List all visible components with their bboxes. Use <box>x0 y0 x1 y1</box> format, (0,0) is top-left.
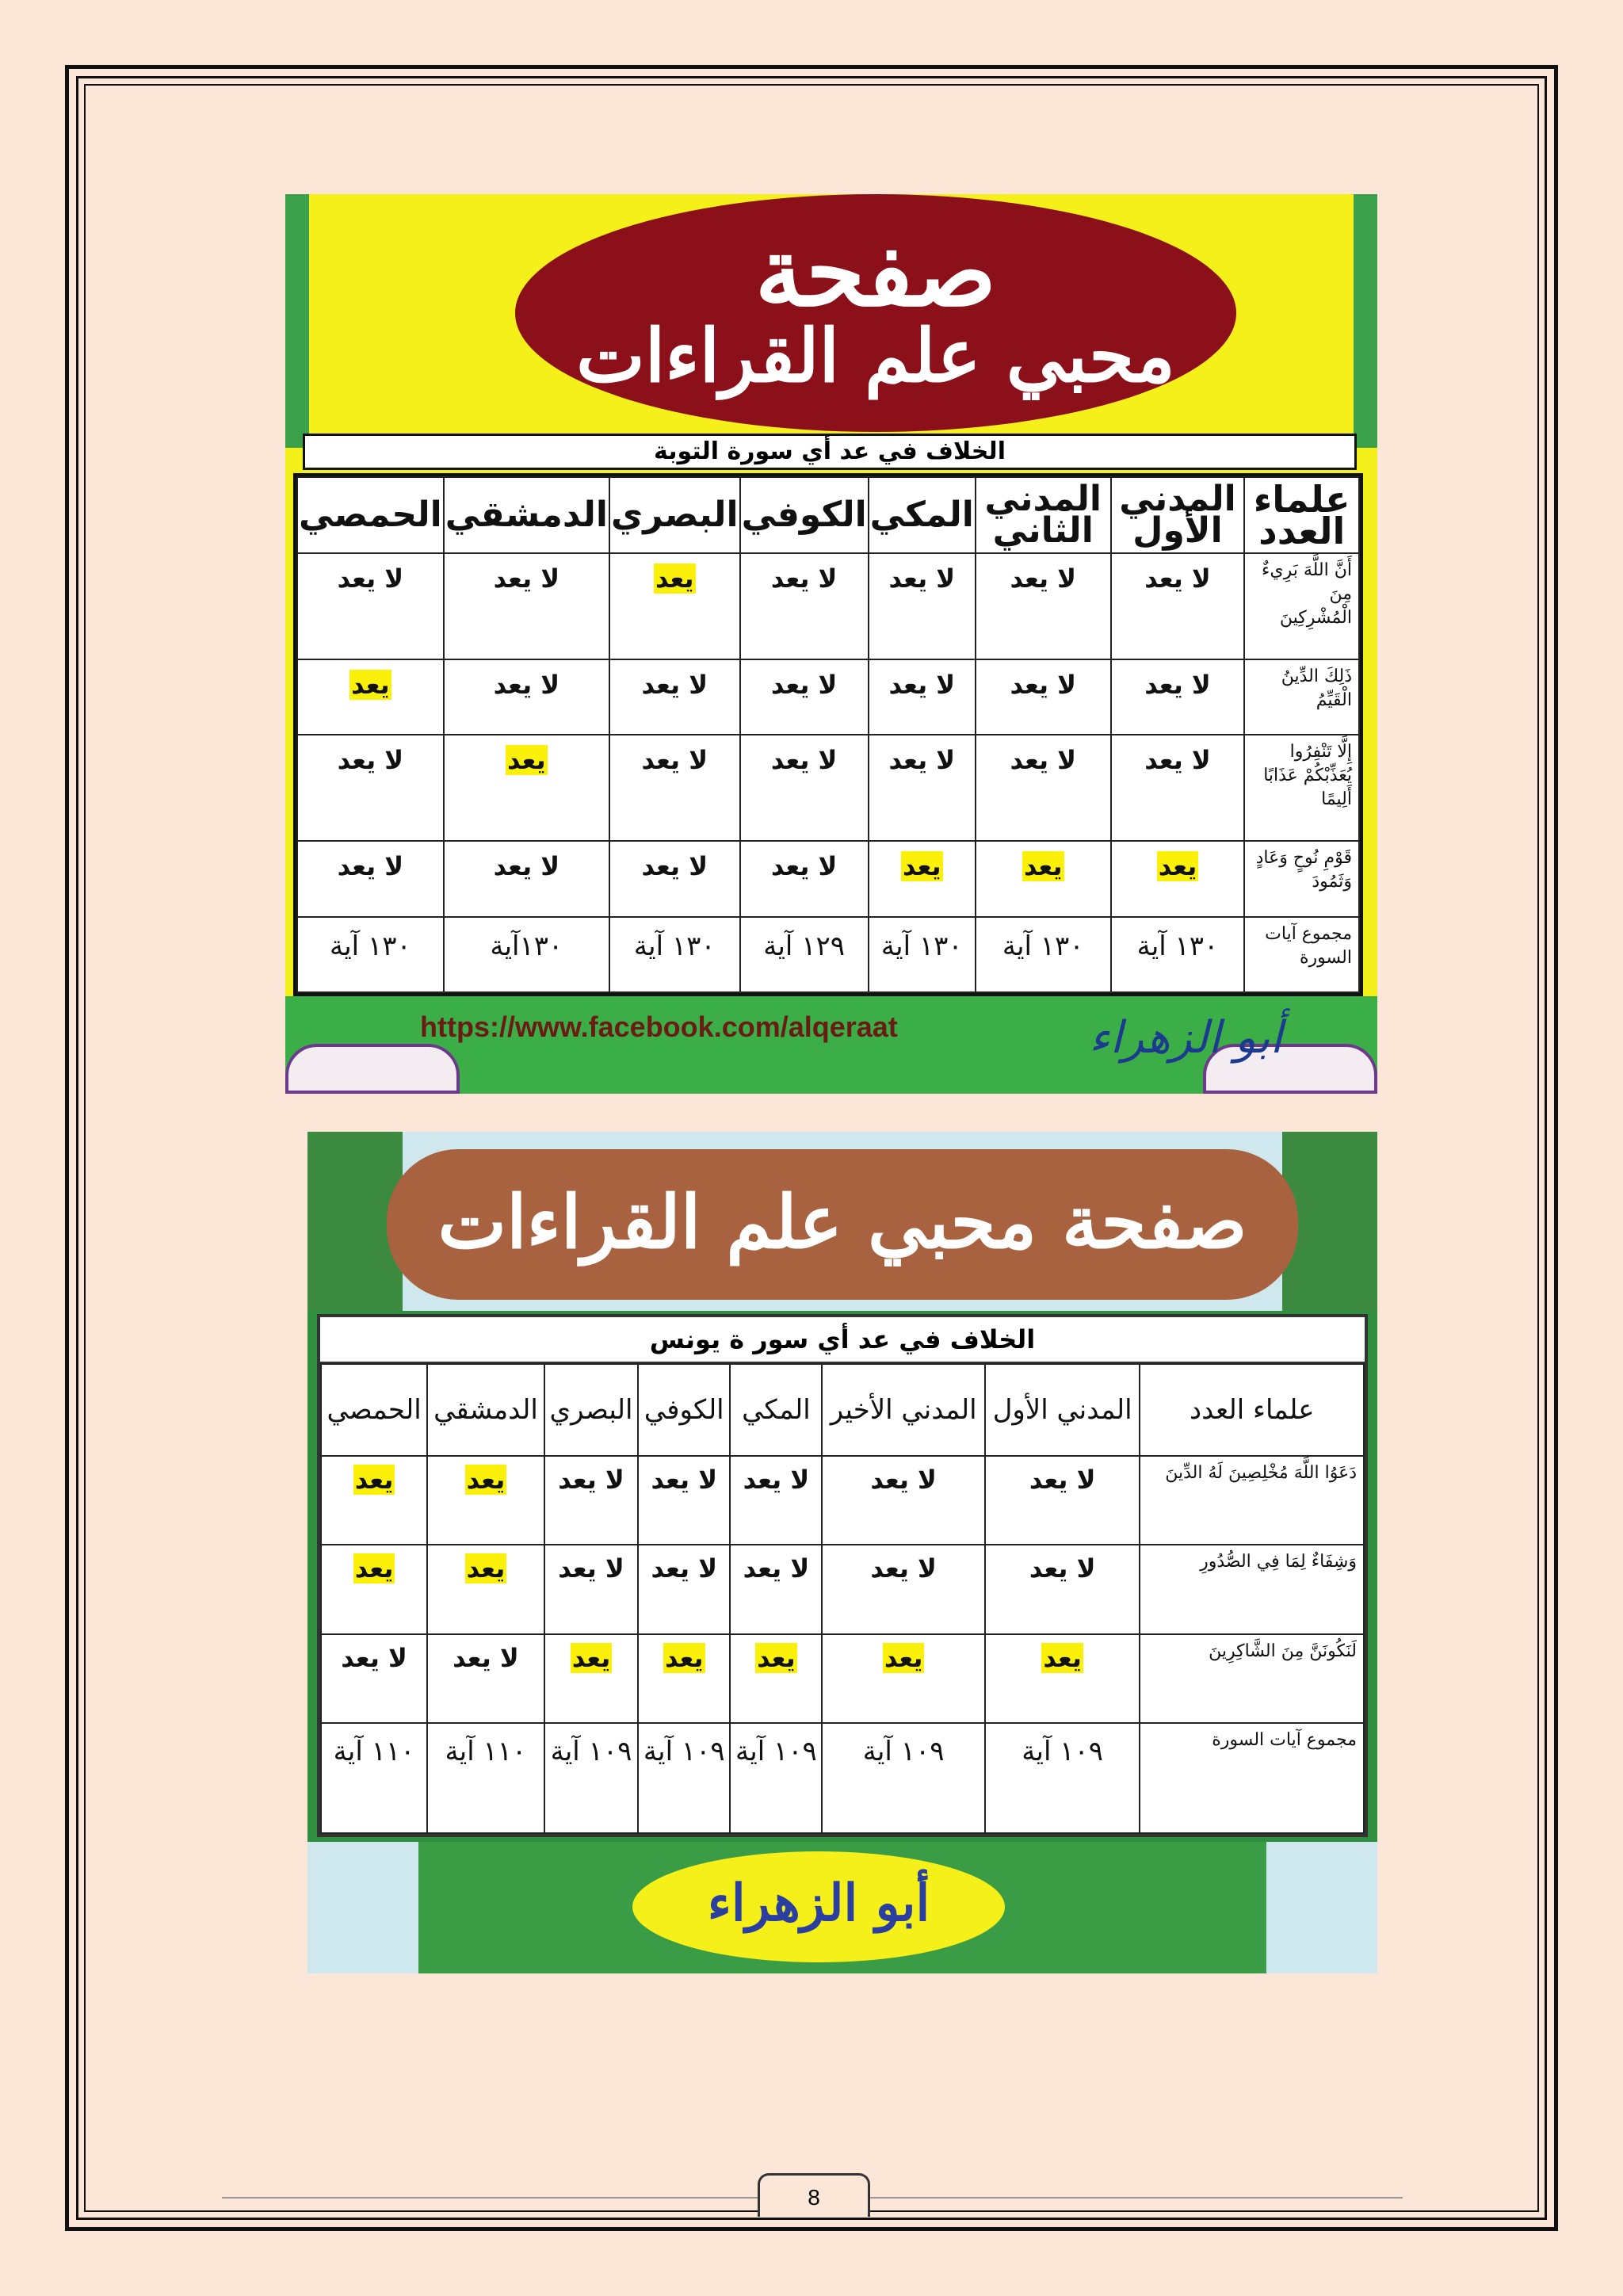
yunus-value-text: ١٠٩ آية <box>735 1736 817 1768</box>
tawbah-value-cell <box>444 659 609 735</box>
tawbah-value-cell <box>297 841 444 916</box>
tawbah-value-text: لا يعد <box>337 745 404 776</box>
yunus-header-cell: المدني الأول <box>985 1364 1140 1456</box>
yunus-value-cell <box>730 1723 822 1833</box>
yunus-value-cell <box>638 1634 730 1723</box>
yunus-value-cell <box>822 1634 984 1723</box>
tawbah-value-text: ١٣٠ آية <box>633 930 716 962</box>
facebook-url: https://www.facebook.com/alqeraat <box>420 1010 898 1043</box>
panel1-table-wrap <box>293 473 1363 996</box>
yunus-table-row <box>321 1545 1364 1633</box>
tawbah-value-cell <box>1111 841 1245 916</box>
panel1-signature: أبو الزهراء <box>1089 1012 1282 1064</box>
tawbah-value-text: يعد <box>351 669 390 700</box>
tawbah-value-cell <box>609 917 740 992</box>
yunus-value-cell <box>822 1723 984 1833</box>
tawbah-value-cell <box>976 841 1111 916</box>
tawbah-value-text: لا يعد <box>493 851 560 882</box>
panel1-bottom-band <box>285 996 1377 1094</box>
tawbah-value-text: لا يعد <box>1144 563 1211 594</box>
tawbah-value-text: لا يعد <box>1010 745 1076 776</box>
yunus-value-cell <box>427 1456 544 1545</box>
yunus-value-text: لا يعد <box>870 1553 937 1584</box>
tawbah-value-text: يعد <box>1158 851 1197 882</box>
tawbah-value-text: لا يعد <box>641 745 708 776</box>
yunus-value-cell <box>544 1634 638 1723</box>
tawbah-value-text: ١٣٠ آية <box>880 930 963 962</box>
tawbah-value-cell <box>297 553 444 659</box>
tawbah-value-cell <box>297 735 444 841</box>
yunus-value-text: يعد <box>884 1642 923 1673</box>
yunus-value-text: يعد <box>1043 1642 1082 1673</box>
tawbah-table-row <box>297 735 1359 841</box>
tawbah-value-text: ١٣٠ آية <box>1002 930 1084 962</box>
yunus-header-cell: المكي <box>730 1364 822 1456</box>
yunus-value-cell <box>544 1723 638 1833</box>
tawbah-value-cell <box>444 917 609 992</box>
yunus-value-text: ١١٠ آية <box>333 1736 415 1768</box>
yunus-value-text: لا يعد <box>1029 1553 1096 1584</box>
yunus-value-cell <box>427 1634 544 1723</box>
panel2-title-banner <box>387 1149 1298 1300</box>
tawbah-header-cell: الكوفي <box>740 477 869 553</box>
yunus-image-panel <box>307 1132 1377 1973</box>
yunus-value-text: لا يعد <box>453 1642 519 1673</box>
yunus-value-cell <box>544 1456 638 1545</box>
tawbah-value-cell <box>1111 735 1245 841</box>
tawbah-value-cell <box>869 659 976 735</box>
tawbah-value-cell <box>444 735 609 841</box>
yunus-value-text: يعد <box>466 1553 506 1584</box>
yunus-header-cell: علماء العدد <box>1140 1364 1364 1456</box>
tawbah-image-panel <box>285 194 1377 1094</box>
panel1-title-oval <box>515 194 1236 432</box>
panel2-bottom-band <box>307 1842 1377 1973</box>
tawbah-value-cell <box>444 553 609 659</box>
yunus-value-text: لا يعد <box>870 1465 937 1495</box>
yunus-value-cell <box>985 1634 1140 1723</box>
tawbah-value-text: لا يعد <box>493 669 560 700</box>
tawbah-value-cell <box>1111 917 1245 992</box>
yunus-value-cell <box>822 1456 984 1545</box>
tawbah-value-cell <box>976 659 1111 735</box>
yunus-value-text: يعد <box>354 1465 394 1495</box>
yunus-value-cell <box>321 1723 427 1833</box>
tawbah-value-cell <box>740 735 869 841</box>
tawbah-value-cell <box>297 917 444 992</box>
tawbah-verse-cell: إِلَّا تَنْفِرُوا يُعَذِّبْكُمْ عَذَابًا أَلِيمًا <box>1244 735 1359 841</box>
yunus-value-text: ١٠٩ آية <box>550 1736 632 1768</box>
tawbah-value-cell <box>609 659 740 735</box>
yunus-value-cell <box>822 1545 984 1633</box>
tawbah-value-cell <box>609 841 740 916</box>
tawbah-value-cell <box>740 917 869 992</box>
tawbah-value-text: لا يعد <box>493 563 560 594</box>
tawbah-table-row <box>297 553 1359 659</box>
yunus-value-cell <box>730 1634 822 1723</box>
tawbah-value-text: لا يعد <box>641 669 708 700</box>
tawbah-header-cell: الحمصي <box>297 477 444 553</box>
tawbah-value-text: لا يعد <box>1144 669 1211 700</box>
tawbah-value-cell <box>976 917 1111 992</box>
page-number: 8 <box>758 2173 870 2217</box>
tawbah-table <box>296 476 1360 993</box>
tawbah-header-cell: المدني الثاني <box>976 477 1111 553</box>
tawbah-table-row <box>297 917 1359 992</box>
yunus-value-text: لا يعد <box>651 1553 718 1584</box>
yunus-value-text: يعد <box>571 1642 611 1673</box>
tawbah-table-row <box>297 841 1359 916</box>
yunus-value-cell <box>985 1723 1140 1833</box>
tawbah-header-cell: المدني الأول <box>1111 477 1245 553</box>
tawbah-verse-cell: قَوْمِ نُوحٍ وَعَادٍ وَثَمُودَ <box>1244 841 1359 916</box>
tawbah-header-cell: الدمشقي <box>444 477 609 553</box>
tawbah-value-text: يعد <box>655 563 694 594</box>
yunus-value-cell <box>321 1545 427 1633</box>
yunus-value-text: ١٠٩ آية <box>1022 1736 1103 1768</box>
yunus-value-text: لا يعد <box>743 1465 810 1495</box>
yunus-header-cell: الكوفي <box>638 1364 730 1456</box>
tawbah-value-cell <box>740 659 869 735</box>
tawbah-value-text: يعد <box>903 851 941 882</box>
yunus-value-text: يعد <box>664 1642 704 1673</box>
tawbah-value-text: يعد <box>507 745 546 776</box>
yunus-header-cell: الدمشقي <box>427 1364 544 1456</box>
yunus-table-header <box>321 1364 1364 1456</box>
yunus-value-text: يعد <box>757 1642 796 1673</box>
yunus-value-cell <box>321 1634 427 1723</box>
tawbah-header-cell: البصري <box>609 477 740 553</box>
yunus-value-text: لا يعد <box>743 1553 810 1584</box>
tawbah-value-cell <box>869 553 976 659</box>
panel1-ornament-left <box>285 1044 460 1094</box>
tawbah-header-cell: المكي <box>869 477 976 553</box>
tawbah-value-cell <box>740 553 869 659</box>
panel2-caption: الخلاف في عد أي سور ة يونس <box>320 1317 1365 1363</box>
yunus-value-text: ١٠٩ آية <box>862 1736 945 1768</box>
panel2-title: صفحة محبي علم القراءات <box>437 1179 1247 1265</box>
panel1-title-line1: صفحة <box>754 216 997 328</box>
tawbah-value-text: لا يعد <box>770 851 838 882</box>
yunus-verse-cell: مجموع آيات السورة <box>1140 1723 1364 1833</box>
yunus-value-text: يعد <box>466 1465 506 1495</box>
tawbah-value-text: ١٣٠ آية <box>1136 930 1219 962</box>
tawbah-value-cell <box>1111 553 1245 659</box>
panel1-right-edge <box>1354 194 1377 448</box>
yunus-value-text: لا يعد <box>1029 1465 1096 1495</box>
tawbah-value-text: ١٣٠آية <box>490 930 563 962</box>
tawbah-value-text: لا يعد <box>337 563 404 594</box>
panel2-table-area <box>320 1363 1365 1834</box>
tawbah-value-text: يعد <box>1023 851 1063 882</box>
tawbah-value-text: لا يعد <box>888 563 956 594</box>
tawbah-value-cell <box>609 735 740 841</box>
tawbah-value-cell <box>1111 659 1245 735</box>
tawbah-verse-cell: ذَلِكَ الدِّينُ الْقَيِّمُ <box>1244 659 1359 735</box>
yunus-value-text: يعد <box>354 1553 394 1584</box>
yunus-value-text: لا يعد <box>558 1553 624 1584</box>
tawbah-table-body <box>297 553 1359 992</box>
yunus-value-text: لا يعد <box>558 1465 624 1495</box>
yunus-value-text: ١١٠ آية <box>445 1736 527 1768</box>
panel2-signature: أبو الزهراء <box>707 1874 930 1933</box>
yunus-value-cell <box>427 1723 544 1833</box>
yunus-table-body <box>321 1456 1364 1833</box>
yunus-value-cell <box>321 1456 427 1545</box>
tawbah-value-text: لا يعد <box>641 851 708 882</box>
tawbah-value-cell <box>609 553 740 659</box>
yunus-value-cell <box>638 1723 730 1833</box>
tawbah-value-text: لا يعد <box>1144 745 1211 776</box>
tawbah-header-cell: علماء العدد <box>1244 477 1359 553</box>
yunus-value-cell <box>544 1545 638 1633</box>
yunus-header-cell: المدني الأخير <box>822 1364 984 1456</box>
yunus-value-cell <box>427 1545 544 1633</box>
yunus-table-row <box>321 1456 1364 1545</box>
tawbah-value-text: لا يعد <box>888 745 956 776</box>
tawbah-value-cell <box>976 553 1111 659</box>
yunus-table <box>320 1363 1365 1834</box>
tawbah-table-header <box>297 477 1359 553</box>
yunus-verse-cell: لَنَكُونَنَّ مِنَ الشَّاكِرِينَ <box>1140 1634 1364 1723</box>
panel2-table-wrap <box>317 1314 1368 1837</box>
yunus-value-text: لا يعد <box>341 1642 407 1673</box>
panel1-left-edge <box>285 194 309 448</box>
panel2-signature-oval <box>632 1851 1005 1962</box>
tawbah-value-text: لا يعد <box>337 851 404 882</box>
tawbah-value-cell <box>444 841 609 916</box>
tawbah-value-text: لا يعد <box>770 669 838 700</box>
tawbah-value-cell <box>869 917 976 992</box>
yunus-value-text: لا يعد <box>651 1465 718 1495</box>
tawbah-verse-cell: أَنَّ اللَّهَ بَرِيءٌ مِنَ الْمُشْرِكِينَ <box>1244 553 1359 659</box>
tawbah-value-cell <box>869 735 976 841</box>
yunus-verse-cell: وَشِفَاءٌ لِمَا فِي الصُّدُورِ <box>1140 1545 1364 1633</box>
yunus-table-row <box>321 1723 1364 1833</box>
tawbah-value-cell <box>976 735 1111 841</box>
yunus-value-cell <box>985 1545 1140 1633</box>
tawbah-value-text: ١٣٠ آية <box>329 930 411 962</box>
yunus-value-cell <box>638 1545 730 1633</box>
yunus-table-row <box>321 1634 1364 1723</box>
yunus-verse-cell: دَعَوُا اللَّهَ مُخْلِصِينَ لَهُ الدِّينَ <box>1140 1456 1364 1545</box>
tawbah-value-text: لا يعد <box>1010 669 1076 700</box>
tawbah-value-cell <box>869 841 976 916</box>
yunus-value-cell <box>730 1456 822 1545</box>
tawbah-value-text: لا يعد <box>888 669 956 700</box>
panel1-title-line2: محبي علم القراءات <box>576 313 1175 399</box>
yunus-value-text: ١٠٩ آية <box>643 1736 725 1768</box>
tawbah-verse-cell: مجموع آيات السورة <box>1244 917 1359 992</box>
tawbah-value-cell <box>297 659 444 735</box>
tawbah-value-text: ١٢٩ آية <box>763 930 845 962</box>
yunus-value-cell <box>730 1545 822 1633</box>
yunus-value-cell <box>985 1456 1140 1545</box>
yunus-header-cell: الحمصي <box>321 1364 427 1456</box>
tawbah-value-text: لا يعد <box>770 563 838 594</box>
panel1-caption: الخلاف في عد أي سورة التوبة <box>303 434 1357 470</box>
tawbah-value-text: لا يعد <box>1010 563 1076 594</box>
yunus-header-cell: البصري <box>544 1364 638 1456</box>
tawbah-table-row <box>297 659 1359 735</box>
yunus-value-cell <box>638 1456 730 1545</box>
tawbah-value-text: لا يعد <box>770 745 838 776</box>
tawbah-value-cell <box>740 841 869 916</box>
